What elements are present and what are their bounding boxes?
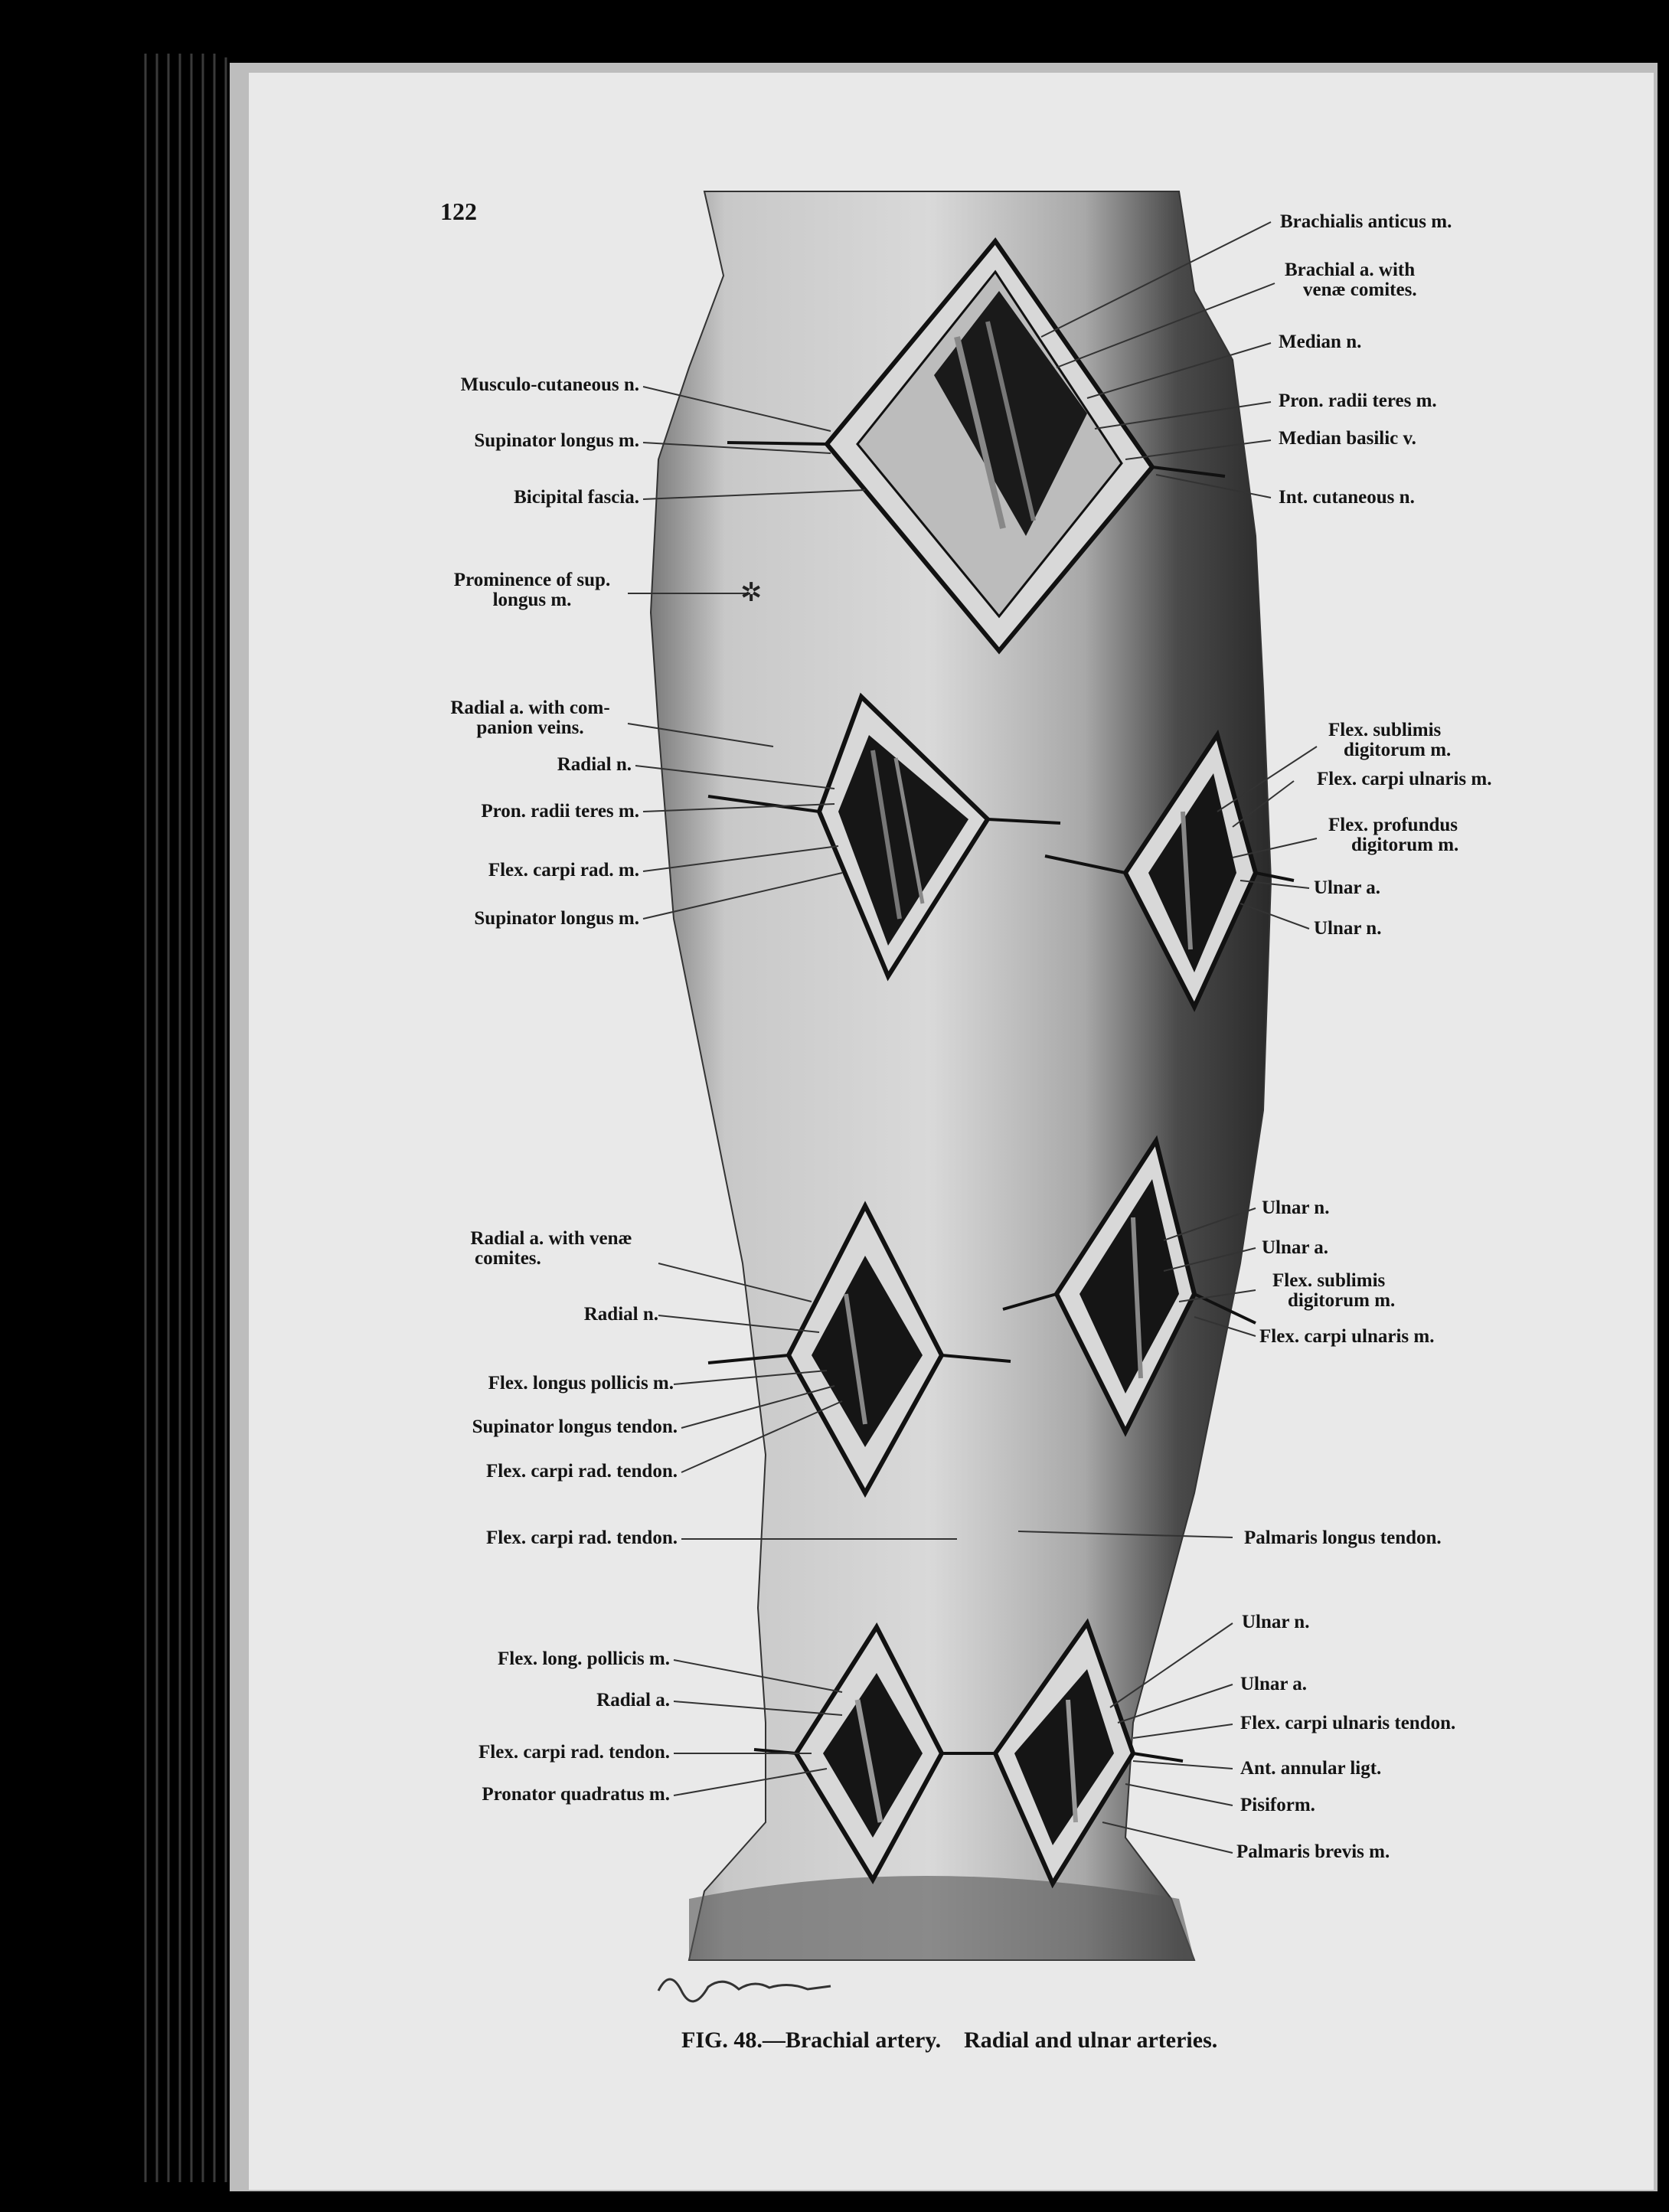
label-flex-carpi-ulnaris-m-upper: Flex. carpi ulnaris m. <box>1317 769 1492 789</box>
label-ulnar-a-wrist: Ulnar a. <box>1240 1674 1308 1694</box>
label-radial-n-1: Radial n. <box>557 754 632 775</box>
label-brachial-a-venae-comites <box>1285 260 1417 300</box>
label-flex-carpi-rad-tendon-2: Flex. carpi rad. tendon. <box>486 1527 678 1548</box>
caption-text1: —Brachial artery. <box>762 2027 942 2053</box>
label-supinator-longus-m-2: Supinator longus m. <box>474 908 639 929</box>
label-flex-sublimis-middle-line1: Flex. sublimis <box>1272 1270 1386 1291</box>
label-pron-radii-teres-m-left: Pron. radii teres m. <box>481 801 639 822</box>
caption-fig: FIG. 48. <box>681 2027 763 2053</box>
label-flex-sublimis-middle-line2: digitorum m. <box>1288 1290 1396 1311</box>
label-prominence-line2: longus m. <box>492 590 572 610</box>
label-flex-profundus-line1: Flex. profundus <box>1328 815 1458 835</box>
label-radial-a-line2: panion veins. <box>476 717 584 738</box>
label-flex-sublimis-digitorum-upper <box>1328 720 1451 760</box>
label-musculo-cutaneous-n: Musculo-cutaneous n. <box>460 374 639 395</box>
label-median-n-top: Median n. <box>1279 332 1362 352</box>
label-radial-n-2: Radial n. <box>583 1304 658 1325</box>
label-flex-longus-pollicis-m: Flex. longus pollicis m. <box>488 1373 674 1394</box>
label-flex-carpi-ulnaris-m-middle: Flex. carpi ulnaris m. <box>1259 1326 1435 1347</box>
artist-signature <box>655 1960 838 2006</box>
prominence-marker: ✲ <box>740 577 763 608</box>
label-bicipital-fascia: Bicipital fascia. <box>514 487 639 508</box>
label-int-cutaneous-n: Int. cutaneous n. <box>1279 487 1415 508</box>
label-pronator-quadratus-m: Pronator quadratus m. <box>482 1784 670 1805</box>
label-flex-carpi-rad-m: Flex. carpi rad. m. <box>488 860 639 881</box>
label-ulnar-a-middle: Ulnar a. <box>1262 1237 1329 1258</box>
label-prominence-line1: Prominence of sup. <box>453 570 611 590</box>
label-flex-sublimis-digitorum-middle <box>1272 1271 1395 1311</box>
label-flex-long-pollicis-m: Flex. long. pollicis m. <box>498 1648 670 1669</box>
page-number: 122 <box>440 198 477 225</box>
label-flex-profundus-line2: digitorum m. <box>1351 835 1459 855</box>
label-ant-annular-ligt: Ant. annular ligt. <box>1240 1758 1382 1779</box>
label-radial-a-venae-line1: Radial a. with venæ <box>470 1228 632 1249</box>
label-brachial-a-line1: Brachial a. with <box>1285 260 1416 280</box>
label-pisiform: Pisiform. <box>1240 1795 1315 1815</box>
label-radial-a-line1: Radial a. with com- <box>450 698 610 718</box>
label-supinator-longus-m-1: Supinator longus m. <box>474 430 639 451</box>
label-flex-carpi-rad-tendon-1: Flex. carpi rad. tendon. <box>486 1461 678 1482</box>
label-ulnar-n-upper: Ulnar n. <box>1314 918 1382 939</box>
caption-text2: Radial and ulnar arteries. <box>964 2027 1218 2053</box>
label-radial-a-wrist: Radial a. <box>596 1690 670 1710</box>
label-brachialis-anticus-m: Brachialis anticus m. <box>1280 211 1452 232</box>
label-supinator-longus-tendon: Supinator longus tendon. <box>472 1416 678 1437</box>
label-pron-radii-teres-m-right: Pron. radii teres m. <box>1279 390 1437 411</box>
label-palmaris-brevis-m: Palmaris brevis m. <box>1236 1841 1390 1862</box>
label-flex-sublimis-upper-line2: digitorum m. <box>1344 740 1452 760</box>
label-ulnar-n-middle: Ulnar n. <box>1262 1197 1330 1218</box>
label-radial-a-venae-line2: comites. <box>475 1248 541 1269</box>
label-brachial-a-line2: venæ comites. <box>1303 279 1417 300</box>
label-flex-profundus-digitorum <box>1328 815 1458 855</box>
label-radial-a-venae-comites <box>456 1229 647 1269</box>
label-flex-carpi-rad-tendon-3: Flex. carpi rad. tendon. <box>478 1742 670 1763</box>
label-ulnar-n-wrist: Ulnar n. <box>1242 1612 1310 1632</box>
label-flex-sublimis-upper-line1: Flex. sublimis <box>1328 720 1442 740</box>
label-radial-a-companion-veins <box>436 698 624 738</box>
label-flex-carpi-ulnaris-tendon: Flex. carpi ulnaris tendon. <box>1240 1713 1456 1733</box>
label-prominence-sup-longus <box>440 570 624 610</box>
label-palmaris-longus-tendon: Palmaris longus tendon. <box>1244 1527 1442 1548</box>
label-median-basilic-v: Median basilic v. <box>1279 428 1416 449</box>
label-ulnar-a-upper: Ulnar a. <box>1314 877 1381 898</box>
figure-caption <box>681 2027 1217 2054</box>
